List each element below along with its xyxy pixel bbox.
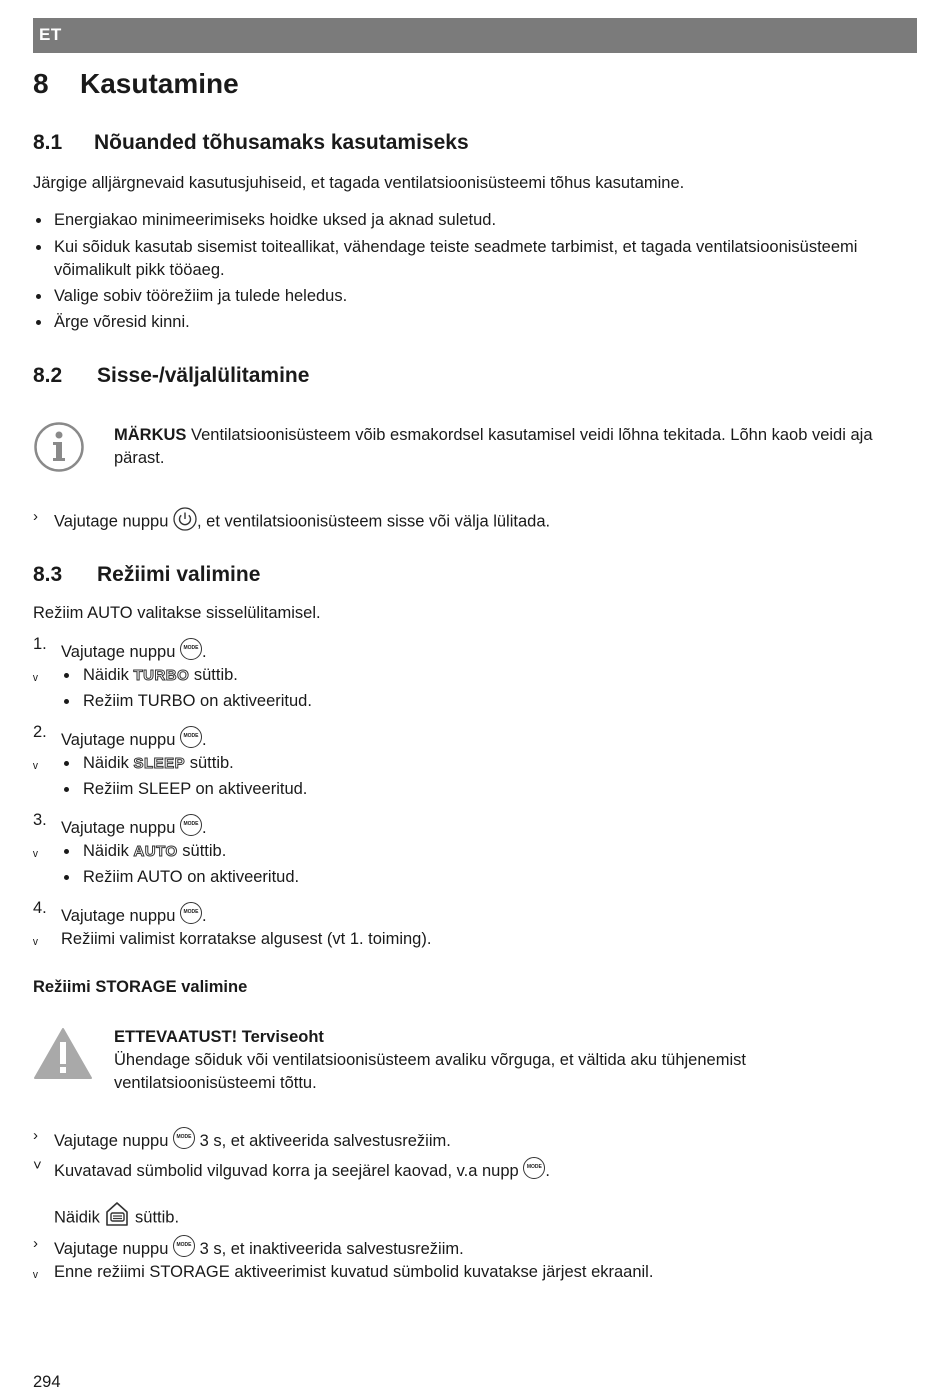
step-text-part: Vajutage nuppu	[61, 819, 176, 837]
result-text	[83, 752, 234, 775]
step-number: 3.	[33, 811, 47, 829]
section-title: Kasutamine	[80, 68, 239, 99]
result-text-part: süttib.	[193, 666, 238, 684]
section-number: 8	[33, 68, 49, 99]
step-text-part: Vajutage nuppu	[61, 907, 176, 925]
paragraph: Järgige alljärgnevaid kasutusjuhiseid, et tagada ventilatsioonisüsteemi tõhus kasutamine.	[33, 174, 685, 192]
language-bar	[33, 18, 917, 53]
bullet-dot	[36, 294, 41, 299]
subsection-title: Nõuanded tõhusamaks kasutamiseks	[94, 131, 469, 154]
subsection-number: 8.2	[33, 364, 63, 387]
bullet-dot	[36, 320, 41, 325]
info-icon	[33, 421, 85, 473]
warning-text: Ühendage sõiduk või ventilatsioonisüsteem avaliku võrguga, et vältida aku tühjenemist	[114, 1051, 746, 1069]
step-text-part: Vajutage nuppu	[54, 512, 169, 531]
result-text: Režiimi valimist korratakse algusest (vt 1. toiming).	[61, 930, 432, 948]
result-chevron: ᵥ	[33, 667, 38, 684]
step-number: 4.	[33, 899, 47, 917]
result-text-part: Näidik	[83, 842, 129, 860]
step-text-part: .	[201, 643, 207, 661]
bullet-text: Kui sõiduk kasutab sisemist toiteallikat, vähendage teiste seadmete tarbimist, et tagada ventilatsioonisüsteemi	[54, 238, 858, 256]
step-text	[54, 510, 550, 534]
warning-title: ETTEVAATUST! Terviseoht	[114, 1028, 324, 1046]
bullet-dot	[64, 787, 69, 792]
action-chevron: ›	[33, 1235, 38, 1252]
result-text-part: Näidik	[83, 754, 129, 772]
bullet-dot	[36, 218, 41, 223]
result-chevron: ᵥ	[33, 931, 38, 948]
result-text	[54, 1160, 550, 1183]
warning-triangle-icon	[33, 1027, 93, 1081]
paragraph: Režiim AUTO valitakse sisselülitamisel.	[33, 604, 321, 622]
mode-button-icon: MODE	[523, 1157, 545, 1179]
bullet-dot	[64, 849, 69, 854]
mode-button-icon: MODE	[173, 1235, 195, 1257]
result-text-part: süttib.	[135, 1208, 180, 1227]
bullet-dot	[36, 245, 41, 250]
result-text-part: Näidik	[54, 1208, 100, 1227]
step-text-part: 3 s, et aktiveerida salvestusrežiim.	[199, 1132, 451, 1150]
display-turbo-indicator: TURBO	[133, 667, 190, 685]
result-chevron: ᵥ	[33, 1264, 38, 1281]
result-text	[83, 664, 238, 687]
bullet-text-continued: võimalikult pikk tööaeg.	[54, 261, 225, 279]
display-auto-indicator: AUTO	[133, 843, 178, 861]
storage-indicator-icon	[104, 1201, 130, 1227]
bullet-dot	[64, 875, 69, 880]
result-text-part: Näidik	[83, 666, 129, 684]
result-text-part: Kuvatavad sümbolid vilguvad korra ja seejärel kaovad, v.a nupp	[54, 1162, 519, 1180]
step-text-part: Vajutage nuppu	[61, 731, 176, 749]
step-text-part: .	[201, 907, 207, 925]
bullet-dot	[64, 761, 69, 766]
result-text	[54, 1205, 179, 1231]
note-label: MÄRKUS	[114, 426, 187, 444]
step-number: 1.	[33, 635, 47, 653]
step-text	[61, 641, 207, 664]
step-text-part: Vajutage nuppu	[61, 643, 176, 661]
bullet-text: Ärge võresid kinni.	[54, 313, 190, 331]
step-text-part: .	[201, 819, 207, 837]
bullet-dot	[64, 699, 69, 704]
display-sleep-indicator: SLEEP	[133, 755, 186, 773]
language-code: ET	[39, 25, 62, 44]
step-text-part: Vajutage nuppu	[54, 1240, 169, 1258]
subsection-title: Sisse-/väljalülitamine	[97, 364, 310, 387]
action-chevron: ›	[33, 508, 38, 525]
step-text	[54, 1238, 464, 1261]
mode-button-icon: MODE	[180, 726, 202, 748]
warning-text-continued: ventilatsioonisüsteemi tõttu.	[114, 1074, 317, 1092]
bullet-text: Valige sobiv töörežiim ja tulede heledus.	[54, 287, 348, 305]
power-button-icon	[173, 507, 197, 531]
result-chevron: ᵥ	[33, 843, 38, 860]
step-number: 2.	[33, 723, 47, 741]
subsection-number: 8.3	[33, 563, 63, 586]
step-text-part: 3 s, et inaktiveerida salvestusrežiim.	[199, 1240, 464, 1258]
step-text-part: , et ventilatsioonisüsteem sisse või välja lülitada.	[196, 512, 551, 531]
result-text: Režiim SLEEP on aktiveeritud.	[83, 780, 308, 798]
note-line	[114, 424, 914, 447]
step-text	[54, 1130, 451, 1153]
result-chevron: ᵥ	[33, 755, 38, 772]
step-text	[61, 729, 207, 752]
bullet-dot	[64, 673, 69, 678]
note-text: Ventilatsioonisüsteem võib esmakordsel kasutamisel veidi lõhna tekitada. Lõhn kaob veidi aja	[191, 426, 873, 444]
step-text-part: .	[201, 731, 207, 749]
step-text-part: Vajutage nuppu	[54, 1132, 169, 1150]
mode-button-icon: MODE	[180, 814, 202, 836]
result-text-part: süttib.	[189, 754, 234, 772]
action-chevron: ›	[33, 1127, 38, 1144]
bullet-text: Energiakao minimeerimiseks hoidke uksed ja aknad suletud.	[54, 211, 497, 229]
subsection-title: Režiimi valimine	[97, 563, 261, 586]
note-text-continued: pärast.	[114, 449, 165, 467]
storage-heading: Režiimi STORAGE valimine	[33, 978, 248, 996]
mode-button-icon: MODE	[173, 1127, 195, 1149]
mode-button-icon: MODE	[180, 638, 202, 660]
subsection-number: 8.1	[33, 131, 63, 154]
step-text	[61, 817, 207, 840]
result-text: Enne režiimi STORAGE aktiveerimist kuvatud sümbolid kuvatakse järjest ekraanil.	[54, 1263, 654, 1281]
result-chevron: ˅	[33, 1157, 42, 1174]
step-text	[61, 905, 207, 928]
page-number: 294	[33, 1373, 61, 1391]
mode-button-icon: MODE	[180, 902, 202, 924]
result-text	[83, 840, 226, 863]
result-text: Režiim TURBO on aktiveeritud.	[83, 692, 312, 710]
result-text-part: .	[545, 1162, 550, 1180]
result-text: Režiim AUTO on aktiveeritud.	[83, 868, 300, 886]
result-text-part: süttib.	[182, 842, 227, 860]
